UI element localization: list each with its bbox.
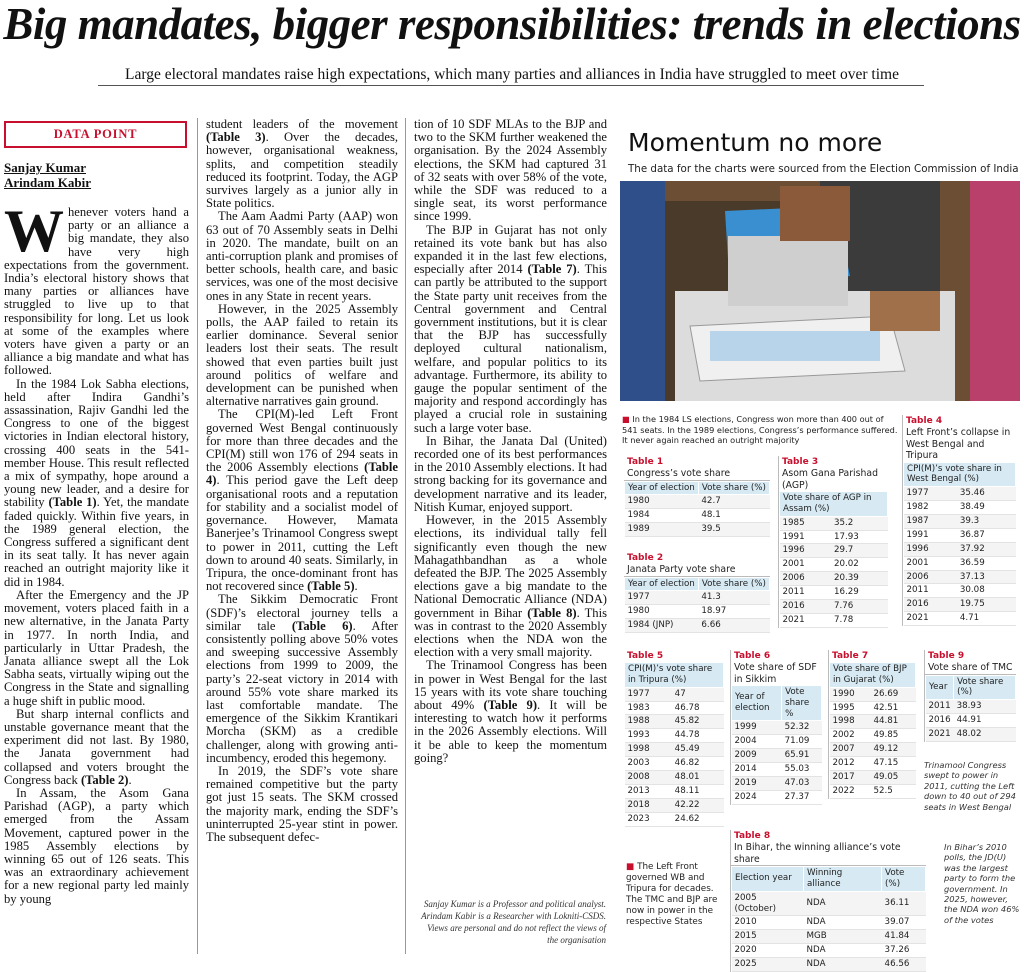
evm-photo bbox=[620, 181, 1020, 401]
table-row: 1995 42.51 bbox=[830, 701, 916, 715]
table-row: 2013 48.11 bbox=[625, 784, 724, 798]
paragraph: However, in the 2025 Assembly polls, the AAP failed to retain its earlier dominance. Several senior leaders lost their seats. The result showed that even parties built just around politics of welfare and development can be punished when alternative narratives gain ground. bbox=[206, 301, 398, 409]
table-9 bbox=[924, 650, 1016, 742]
table-5 bbox=[624, 650, 724, 827]
photo-caption: ■ In the 1984 LS elections, Congress won more than 400 out of 541 seats. In the 1989 elections, Congress’s performance suffered. It never again reached an outright majority bbox=[622, 414, 898, 445]
table-ref: (Table 8) bbox=[527, 605, 577, 620]
table-number: Table 7 bbox=[832, 651, 869, 661]
table-ref: (Table 4) bbox=[206, 460, 398, 488]
section-label: DATA POINT bbox=[4, 121, 187, 148]
paragraph: tion of 10 SDF MLAs to the BJP and two to the SKM further weakened the organisation. By the 2024 Assembly elections, the SKM had captured 31 of 32 seats with over 58% of the vote, while the SDF was reduced to a single seat, its worst performance since 1999. bbox=[414, 117, 607, 224]
table-row: 2016 7.76 bbox=[780, 600, 888, 614]
table-row: 1987 39.3 bbox=[904, 514, 1016, 528]
table-title: Left Front’s collapse in West Bengal and Tripura bbox=[906, 427, 1011, 461]
table-row: 2021 7.78 bbox=[780, 613, 888, 627]
paragraph: Whenever voters hand a party or an alliance a big mandate, they also have very high expectations from the government. India’s electoral history shows that many parties or alliances have struggled to live up to that responsibility for long. Let us look at some of the examples where voters have given a party or an alliance a big mandate and what has followed. bbox=[4, 198, 189, 378]
author-1: Sanjay Kumar bbox=[4, 160, 86, 175]
table-ref: (Table 1) bbox=[48, 495, 97, 510]
table-row: 2008 48.01 bbox=[625, 771, 724, 785]
table-7 bbox=[828, 650, 916, 799]
table-grid: Election year Winning alliance Vote (%) 2005 (October) NDA 36.11 2010 NDA 39.07 2015 MGB 41.84 2020 NDA 37.26 2025 NDA 46.56 bbox=[731, 866, 926, 972]
table-ref: (Table 7) bbox=[527, 262, 577, 277]
table-row: 2010 NDA 39.07 bbox=[732, 916, 926, 930]
table-6 bbox=[730, 650, 822, 805]
table-number: Table 6 bbox=[734, 651, 771, 661]
table-3 bbox=[778, 456, 888, 628]
left-front-note: ■ The Left Front governed WB and Tripura for decades. The TMC and BJP are now in power in the respective States bbox=[626, 862, 718, 927]
evm-photo-illustration bbox=[620, 181, 1020, 401]
table-ref: (Table 3) bbox=[206, 130, 266, 145]
table-row: 2009 65.91 bbox=[732, 749, 822, 763]
table-row: 2025 NDA 46.56 bbox=[732, 958, 926, 972]
table-row: 2011 38.93 bbox=[926, 700, 1016, 714]
paragraph: In Assam, the Asom Gana Parishad (AGP), a party which emerged from the Assam Movement, captured power in the 1985 Assembly elections by winning 65 out of 126 seats. This was an extraordinary achievement for a new regional party led mainly by young bbox=[4, 785, 189, 906]
table-row: 1988 45.82 bbox=[625, 715, 724, 729]
data-panel bbox=[618, 118, 1024, 970]
panel-title: Momentum no more bbox=[628, 128, 883, 157]
table-row: 1991 36.87 bbox=[904, 528, 1016, 542]
table-row: 1983 46.78 bbox=[625, 701, 724, 715]
table-row: 1993 44.78 bbox=[625, 729, 724, 743]
table-row: 2021 4.71 bbox=[904, 612, 1016, 626]
table-title: Vote share of TMC bbox=[925, 662, 1016, 675]
column-divider bbox=[405, 118, 406, 954]
table-number: Table 4 bbox=[906, 416, 943, 426]
table-row: 2006 20.39 bbox=[780, 572, 888, 586]
paragraph: In 2019, the SDF’s vote share remained competitive but the party got just 15 seats. The SKM crossed the majority mark, ending the SDF’s uninterrupted 25-year stint in power. The subsequent defec- bbox=[206, 763, 398, 844]
table-row: 1984 48.1 bbox=[625, 509, 770, 523]
table-ref: (Table 5) bbox=[307, 579, 355, 594]
table-number: Table 3 bbox=[782, 457, 819, 467]
paragraph: The CPI(M)-led Left Front governed West Bengal continuously for more than three decades and the CPI(M) still won 176 of 294 seats in the 2006 Assembly elections (Table 4). This period gave the Left deep organisational roots and a reputation for stability and a socialist model of governance. However, Mamata Banerjee’s Trinamool Congress swept to power in 2011, cutting the Left down to around 40 seats. Similarly, in Tripura, the once-dominant front has not recovered since (Table 5). bbox=[206, 407, 398, 594]
paragraph: In the 1984 Lok Sabha elections, held after Indira Gandhi’s assassination, Rajiv Gandhi led the Congress to one of the biggest victories in Indian electoral history, crossing 400 seats in the 541-member House. This result reflected a mix of sympathy, hope around a young new leader, and a desire for stability (Table 1). Yet, the mandate faded quickly. Within five years, in the 1989 general election, the Congress suffered a significant dent in its seat tally. It has never again reached an outright majority like it did in 1984. bbox=[4, 376, 189, 589]
paragraph: After the Emergency and the JP movement, voters placed faith in a new alternative, in the Janata Party in 1977. In north India, and particularly in Uttar Pradesh, the Janata alliance swept all the Lok Sabha seats, virtually wiping out the Congress in the State and signalling a huge shift in public mood. bbox=[4, 587, 189, 708]
table-row: 2012 47.15 bbox=[830, 757, 916, 771]
table-row: 2005 (October) NDA 36.11 bbox=[732, 891, 926, 916]
table-row: 2024 27.37 bbox=[732, 790, 822, 804]
table-row: 1998 44.81 bbox=[830, 715, 916, 729]
table-row: 2020 NDA 37.26 bbox=[732, 944, 926, 958]
paragraph: The Trinamool Congress has been in power in West Bengal for the last 15 years with its vote share touching about 49% (Table 9). It will be interesting to watch how it performs in the 2026 Assembly elections. Will it be able to keep the momentum going? bbox=[414, 658, 607, 765]
table-row: 1980 18.97 bbox=[625, 605, 770, 619]
author-note: Sanjay Kumar is a Professor and political analyst. Arindam Kabir is a Researcher with Lokniti-CSDS. Views are personal and do not reflect the views of the organisation bbox=[421, 899, 606, 945]
table-number: Table 9 bbox=[928, 651, 965, 661]
bullet-icon: ■ bbox=[622, 414, 633, 424]
table-row: 1977 47 bbox=[625, 687, 724, 701]
table-4 bbox=[902, 415, 1016, 626]
table-row: 1998 45.49 bbox=[625, 743, 724, 757]
table-row: 2001 20.02 bbox=[780, 558, 888, 572]
table-row: 1996 29.7 bbox=[780, 544, 888, 558]
table-row: 2014 55.03 bbox=[732, 763, 822, 777]
table-row: 2004 71.09 bbox=[732, 735, 822, 749]
table-row: 2016 19.75 bbox=[904, 598, 1016, 612]
subhead: Large electoral mandates raise high expectations, which many parties and alliances in India have struggled to meet over time bbox=[124, 66, 899, 83]
table-row: 1984 (JNP) 6.66 bbox=[625, 619, 770, 633]
table-row: 1977 41.3 bbox=[625, 591, 770, 605]
table-8 bbox=[730, 830, 926, 972]
table-grid: Year Vote share (%) 2011 38.93 2016 44.91 2021 48.02 bbox=[925, 675, 1016, 742]
table-grid: CPI(M)’s vote share in Tripura (%) 1977 47 1983 46.78 1988 45.82 1993 44.78 1998 45.49 2003 46.82 2008 48.01 2013 48.11 2018 42.22 2023 24.62 bbox=[624, 662, 724, 827]
table-ref: (Table 9) bbox=[483, 697, 538, 712]
paragraph: But sharp internal conflicts and unstable governance meant that the experiment did not last. By 1980, the Janata government had collapsed and voters brought the Congress back (Table 2). bbox=[4, 706, 189, 787]
table-number: Table 8 bbox=[734, 831, 771, 841]
byline bbox=[4, 161, 91, 190]
table-grid: CPI(M)’s vote share in West Bengal (%) 1977 35.46 1982 38.49 1987 39.3 1991 36.87 1996 37.92 2001 36.59 2006 37.13 2011 30.08 2016 19.75 2021 4.71 bbox=[903, 462, 1016, 627]
table-row: 2023 24.62 bbox=[625, 812, 724, 826]
table-ref: (Table 6) bbox=[291, 618, 353, 633]
drop-cap: W bbox=[4, 198, 64, 264]
table-row: 2007 49.12 bbox=[830, 743, 916, 757]
subhead-rule bbox=[98, 85, 924, 86]
table-number: Table 1 bbox=[627, 457, 664, 467]
table-row: 2002 49.85 bbox=[830, 729, 916, 743]
table-row: 2006 37.13 bbox=[904, 570, 1016, 584]
table-row: 2022 52.5 bbox=[830, 784, 916, 798]
table-ref: (Table 2) bbox=[80, 772, 129, 787]
table-row: 2019 47.03 bbox=[732, 777, 822, 791]
table-row: 2018 42.22 bbox=[625, 798, 724, 812]
table-row: 1996 37.92 bbox=[904, 542, 1016, 556]
table-row: 2001 36.59 bbox=[904, 556, 1016, 570]
table-title: Janata Party vote share bbox=[624, 564, 770, 577]
paragraph: In Bihar, the Janata Dal (United) recorded one of its best performances in the 2010 Assembly elections. It had strong backing for its governance and development narrative and its leader, Nitish Kumar, enjoyed support. bbox=[414, 433, 607, 514]
bullet-icon: ■ bbox=[626, 862, 638, 872]
table-row: 1977 35.46 bbox=[904, 487, 1016, 501]
table-grid: Year of election Vote share (%) 1980 42.7 1984 48.1 1989 39.5 bbox=[624, 481, 770, 538]
table-1 bbox=[624, 456, 770, 537]
table-row: 2016 44.91 bbox=[926, 714, 1016, 728]
table-grid: Year of election Vote share % 1999 52.32 2004 71.09 2009 65.91 2014 55.03 2019 47.03 2024 27.37 bbox=[731, 685, 822, 805]
paragraph: The Sikkim Democratic Front (SDF)’s electoral journey tells a similar tale (Table 6). After consistently polling above 50% votes and sweeping successive Assembly elections from 1999 to 2009, the party’s 22-seat victory in 2014 with around 55% vote share marked its last comfortable mandate. The emergence of the Sikkim Krantikari Morcha (SKM) as a credible challenger, along with growing anti-incumbency, eroded this hegemony. bbox=[206, 592, 398, 765]
bihar-note: In Bihar’s 2010 polls, the JD(U) was the largest party to form the government. In 2025, however, the NDA won 46% of the votes bbox=[944, 842, 1020, 925]
table-row: 1999 52.32 bbox=[732, 721, 822, 735]
table-row: 1990 26.69 bbox=[830, 687, 916, 701]
table-row: 2015 MGB 41.84 bbox=[732, 930, 926, 944]
paragraph: However, in the 2015 Assembly elections, its individual tally fell significantly even though the new Mahagathbandhan as a whole defeated the BJP. The 2025 Assembly elections gave a big mandate to the National Democratic Alliance (NDA) government in Bihar (Table 8). This was in contrast to the 2020 Assembly elections when the NDA won the election with a very small majority. bbox=[414, 513, 607, 660]
table-row: 1982 38.49 bbox=[904, 501, 1016, 515]
tmc-note: Trinamool Congress swept to power in 2011, cutting the Left down to 40 out of 294 seats in West Bengal bbox=[924, 760, 1016, 812]
table-row: 1989 39.5 bbox=[625, 523, 770, 537]
table-row: 1991 17.93 bbox=[780, 530, 888, 544]
table-grid: Vote share of AGP in Assam (%) 1985 35.2 1991 17.93 1996 29.7 2001 20.02 2006 20.39 2011 16.29 2016 7.76 2021 7.78 bbox=[779, 491, 888, 628]
table-row: 1980 42.7 bbox=[625, 495, 770, 509]
table-grid: Vote share of BJP in Gujarat (%) 1990 26.69 1995 42.51 1998 44.81 2002 49.85 2007 49.12 2012 47.15 2017 49.05 2022 52.5 bbox=[829, 662, 916, 799]
table-number: Table 5 bbox=[627, 651, 664, 661]
table-2 bbox=[624, 552, 770, 633]
article-column-1 bbox=[4, 198, 189, 906]
article-column-2 bbox=[206, 118, 398, 844]
table-row: 2017 49.05 bbox=[830, 771, 916, 785]
table-row: 2003 46.82 bbox=[625, 757, 724, 771]
table-title: Asom Gana Parishad (AGP) bbox=[782, 468, 878, 491]
table-title: Vote share of SDF in Sikkim bbox=[734, 662, 817, 685]
headline: Big mandates, bigger responsibilities: trends in elections bbox=[3, 0, 1021, 49]
table-title: Congress’s vote share bbox=[624, 468, 770, 481]
table-row: 2011 30.08 bbox=[904, 584, 1016, 598]
table-row: 1985 35.2 bbox=[780, 516, 888, 530]
paragraph: The Aam Aadmi Party (AAP) won 63 out of 70 Assembly seats in Delhi in 2020. The mandate, built on an anti-corruption plank and promises of better schools, health care, and basic services, was one of the most decisive ones in any State in recent years. bbox=[206, 209, 398, 303]
table-number: Table 2 bbox=[627, 553, 664, 563]
article-column-3 bbox=[414, 118, 607, 765]
panel-source: The data for the charts were sourced from the Election Commission of India bbox=[628, 163, 1019, 175]
table-grid: Year of election Vote share (%) 1977 41.3 1980 18.97 1984 (JNP) 6.66 bbox=[624, 577, 770, 634]
paragraph: The BJP in Gujarat has not only retained its vote bank but has also expanded it in the last few elections, especially after 2014 (Table 7). This can partly be attributed to the support the State party unit receives from the Central government and Central government institutions, but it is clear that the BJP has successfully deployed cultural nationalism, welfare, and popular politics to its advantage. Furthermore, its ability to gauge the popular sentiment of the majority and respond accordingly has played a crucial role in sustaining such a large voter base. bbox=[414, 222, 608, 435]
paragraph: student leaders of the movement (Table 3). Over the decades, however, organisational weakness, splits, and competition steadily reduced its footprint. Today, the AGP survives largely as a junior ally in State politics. bbox=[206, 117, 398, 211]
table-title: In Bihar, the winning alliance’s vote share bbox=[731, 842, 926, 866]
table-row: 2021 48.02 bbox=[926, 727, 1016, 741]
author-2: Arindam Kabir bbox=[4, 174, 92, 190]
column-divider bbox=[197, 118, 198, 954]
table-row: 2011 16.29 bbox=[780, 586, 888, 600]
